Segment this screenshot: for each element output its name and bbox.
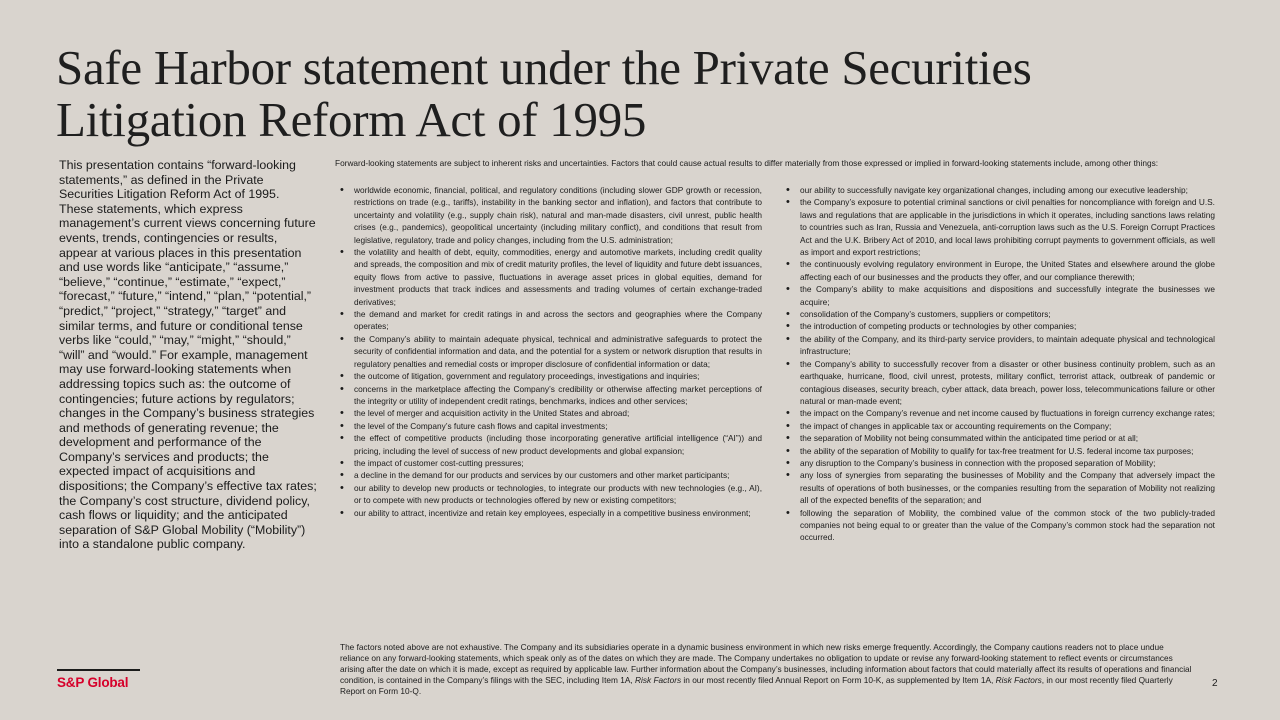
risk-factors-list-left <box>340 184 762 519</box>
footer-main-text: The factors noted above are not exhaustive. The Company and its subsidiaries operate in a dynamic business environment in which new risks emerge frequently. Accordingly, the Company cautions readers not to place undue reliance on any forward-looking statements, which speak only as of the dates on which they are made. The Company undertakes no obligation to update or revise any forward-looking statement to reflect events or circumstances arising after the date on which it is made, except as required by applicable law. Further information about the Company’s businesses, including information about factors that could materially affect its results of operations and financial condition, is contained in the Company’s filings with the SEC, including Item 1A, <box>340 642 1192 685</box>
sp-global-logo: S&P Global <box>57 675 129 690</box>
risk-intro: Forward-looking statements are subject to inherent risks and uncertainties. Factors that could cause actual results to differ materially from those expressed or implied in forward-looking statements include, among other things: <box>335 158 1159 168</box>
list-item: • the Company’s ability to successfully recover from a disaster or other business continuity problem, such as an earthquake, hurricane, flood, civil unrest, protests, military conflict, terrorist attack, outbreak of pandemic or contagious diseases, security breach, cyber attack, data breach, power loss, telecommunications failure or other natural or man-made event; <box>786 358 1215 408</box>
list-item: • worldwide economic, financial, political, and regulatory conditions (including slower GDP growth or recession, restrictions on trade (e.g., tariffs), instability in the banking sector and inflation), and factors that contribute to uncertainty and volatility (e.g., supply chain risk), natural and man-made disasters, civil unrest, public health crises (e.g., pandemics), geopolitical uncertainty (including military conflict), and conditions that result from legislative, regulatory, trade and policy changes, including from the U.S. administration; <box>340 184 762 246</box>
list-item: • consolidation of the Company’s customers, suppliers or competitors; <box>786 308 1215 320</box>
footer-italic-risk-factors-1: Risk Factors <box>635 674 682 685</box>
list-item: • the level of merger and acquisition activity in the United States and abroad; <box>340 407 762 419</box>
footer-end-text: , in our most recently filed Quarterly Report on Form 10-Q. <box>340 674 1173 696</box>
page-number: 2 <box>1212 678 1218 689</box>
list-item: • the volatility and health of debt, equity, commodities, energy and automotive markets, including credit quality and spreads, the composition and mix of credit maturity profiles, the level of liquidity and future debt issuances, equity flows from active to passive, fluctuations in average asset prices in global equities, demand for investment products that track indices and assessments and trading volumes of certain exchange-traded derivatives; <box>340 246 762 308</box>
list-item: • the introduction of competing products or technologies by other companies; <box>786 320 1215 332</box>
list-item: • the level of the Company’s future cash flows and capital investments; <box>340 420 762 432</box>
title-line-2: Litigation Reform Act of 1995 <box>56 92 647 147</box>
list-item: • the outcome of litigation, government and regulatory proceedings, investigations and inquiries; <box>340 370 762 382</box>
intro-paragraph: This presentation contains “forward-looking statements,” as defined in the Private Securities Litigation Reform Act of 1995. These statements, which express management’s current views concerning future events, trends, contingencies or results, appear at various places in this presentation and use words like “anticipate,” “assume,” “believe,” “continue,” “estimate,” “expect,” “forecast,” “future,” “intend,” “plan,” “potential,” “predict,” “project,” “strategy,” “target” and similar terms, and future or conditional tense verbs like “could,” “may,” “might,” “should,” “will” and “would.” For example, management may use forward-looking statements when addressing topics such as: the outcome of contingencies; future actions by regulators; changes in the Company’s business strategies and methods of generating revenue; the development and performance of the Company’s services and products; the expected impact of acquisitions and dispositions; the Company’s effective tax rates; the Company’s cost structure, dividend policy, cash flows or liquidity; and the anticipated separation of S&P Global Mobility (“Mobility”) into a standalone public company. <box>59 158 317 552</box>
list-item: • the impact on the Company’s revenue and net income caused by fluctuations in foreign currency exchange rates; <box>786 407 1215 419</box>
disclaimer-footer <box>340 642 1195 697</box>
list-item: • a decline in the demand for our products and services by our customers and other market participants; <box>340 469 762 481</box>
list-item: • our ability to develop new products or technologies, to integrate our products with new technologies (e.g., AI), or to compete with new products or technologies offered by new or existing competitors; <box>340 482 762 507</box>
list-item: • the Company’s ability to make acquisitions and dispositions and successfully integrate the businesses we acquire; <box>786 283 1215 308</box>
list-item: • the ability of the separation of Mobility to qualify for tax-free treatment for U.S. federal income tax purposes; <box>786 445 1215 457</box>
list-item: • the Company’s exposure to potential criminal sanctions or civil penalties for noncompliance with foreign and U.S. laws and regulations that are applicable in the jurisdictions in which it operates, including sanctions laws relating to countries such as Iran, Russia and Venezuela, anti-corruption laws such as the U.S. Foreign Corrupt Practices Act and the U.K. Bribery Act of 2010, and local laws prohibiting corrupt payments to government officials, as well as import and export restrictions; <box>786 196 1215 258</box>
list-item: • concerns in the marketplace affecting the Company’s credibility or otherwise affecting market perceptions of the integrity or utility of independent credit ratings, benchmarks, indices and other services; <box>340 383 762 408</box>
list-item: • our ability to attract, incentivize and retain key employees, especially in a competitive business environment; <box>340 507 762 519</box>
risk-factors-list-right <box>786 184 1215 544</box>
footer-mid-text: in our most recently filed Annual Report on Form 10-K, as supplemented by Item 1A, <box>681 674 996 685</box>
list-item: • the ability of the Company, and its third-party service providers, to maintain adequate physical and technological infrastructure; <box>786 333 1215 358</box>
footer-italic-risk-factors-2: Risk Factors <box>995 674 1042 685</box>
logo-divider <box>57 669 140 671</box>
list-item: • any disruption to the Company’s business in connection with the proposed separation of Mobility; <box>786 457 1215 469</box>
list-item: • the continuously evolving regulatory environment in Europe, the United States and elsewhere around the globe affecting each of our businesses and the products they offer, and our compliance therewith; <box>786 258 1215 283</box>
list-item: • following the separation of Mobility, the combined value of the common stock of the two publicly-traded companies not being equal to or greater than the value of the Company’s common stock had the separation not occurred. <box>786 507 1215 544</box>
list-item: • the Company’s ability to maintain adequate physical, technical and administrative safeguards to protect the security of confidential information and data, and the potential for a system or network disruption that results in regulatory penalties and remedial costs or improper disclosure of confidential information or data; <box>340 333 762 370</box>
list-item: • any loss of synergies from separating the businesses of Mobility and the Company that adversely impact the results of operations of both businesses, or the companies resulting from the separation of Mobility not realizing all of the expected benefits of the separation; and <box>786 469 1215 506</box>
list-item: • our ability to successfully navigate key organizational changes, including among our executive leadership; <box>786 184 1215 196</box>
list-item: • the effect of competitive products (including those incorporating generative artificial intelligence (“AI”)) and pricing, including the level of success of new product developments and global expansion; <box>340 432 762 457</box>
list-item: • the impact of customer cost-cutting pressures; <box>340 457 762 469</box>
title-line-1: Safe Harbor statement under the Private Securities <box>56 40 1032 95</box>
list-item: • the demand and market for credit ratings in and across the sectors and geographies where the Company operates; <box>340 308 762 333</box>
list-item: • the impact of changes in applicable tax or accounting requirements on the Company; <box>786 420 1215 432</box>
list-item: • the separation of Mobility not being consummated within the anticipated time period or at all; <box>786 432 1215 444</box>
page-title <box>56 42 1206 146</box>
